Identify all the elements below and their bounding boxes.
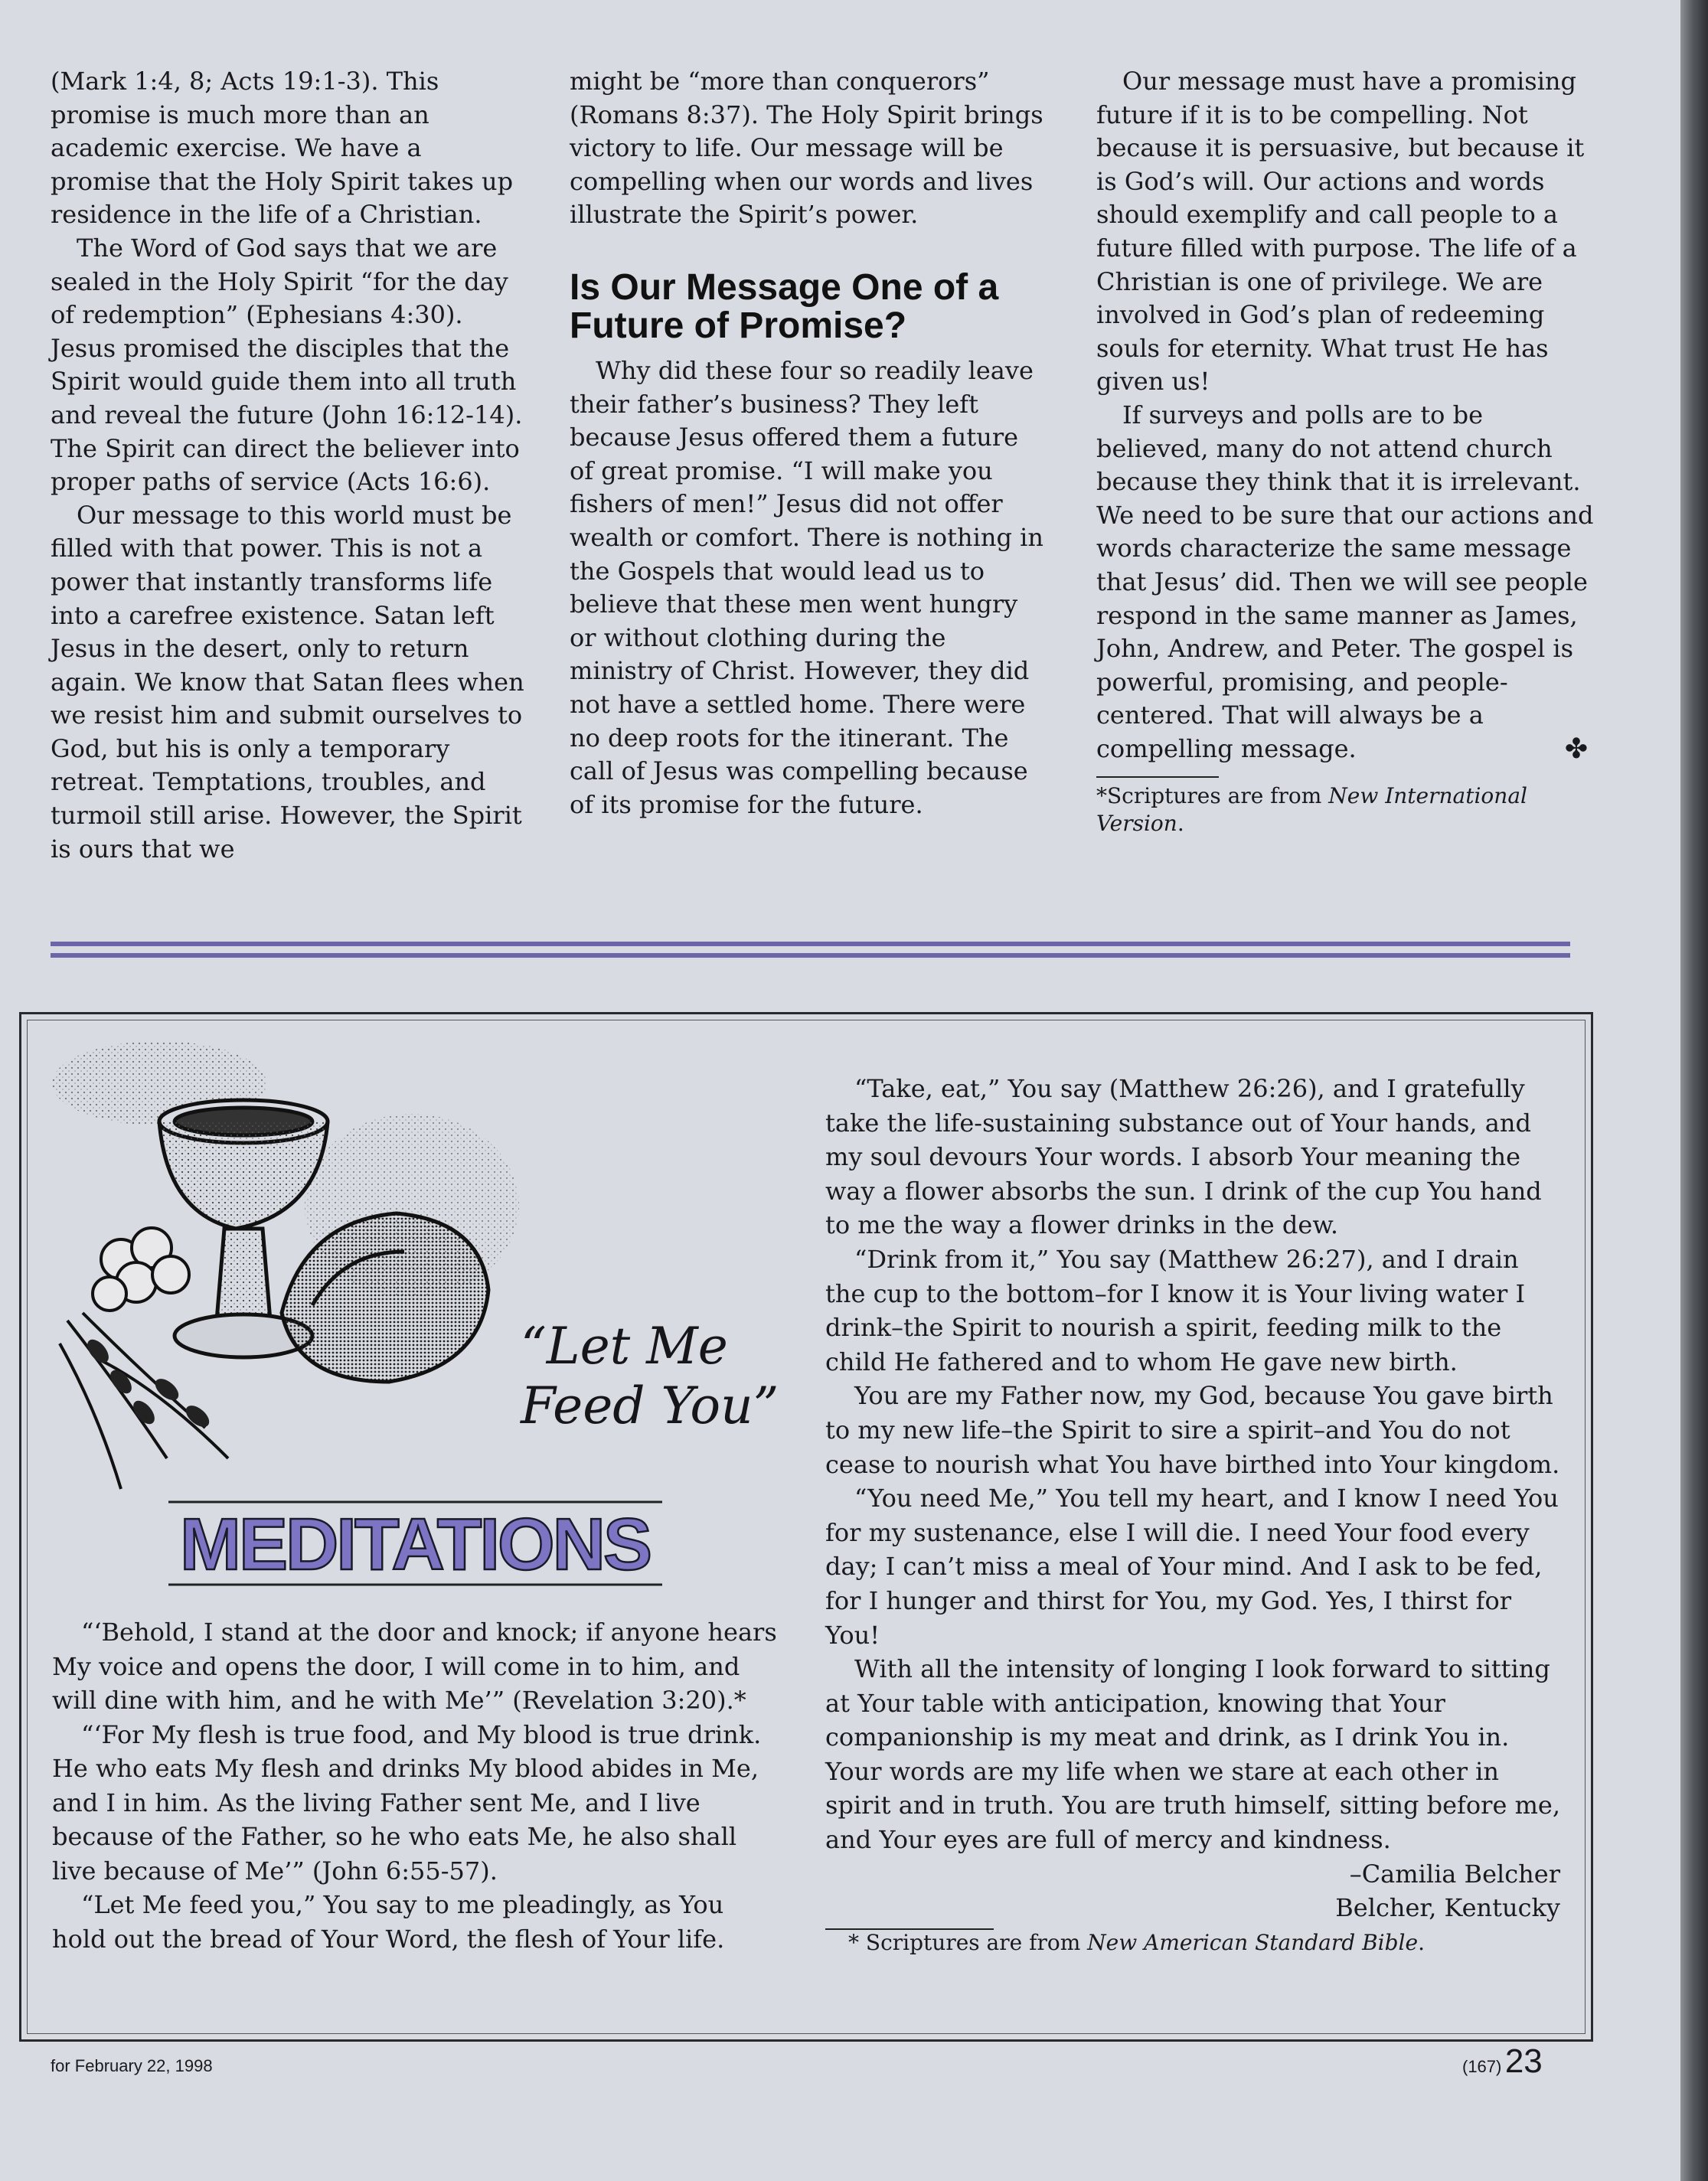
- footnote-prefix: *Scriptures are from: [1096, 783, 1329, 809]
- footnote-suffix: .: [1177, 811, 1184, 837]
- paragraph: Our message must have a promising future if it is to be compelling. Not because it is persuasive, but because it is God’s will. Our actions and words should exemplify and call people to a future filled with purpose. The life of a Christian is one of privilege. We are involved in God’s plan of redeeming souls for eternity. What trust He has given us!: [1096, 67, 1585, 397]
- section-divider: [51, 942, 1570, 965]
- paragraph: [1096, 399, 1594, 766]
- paragraph: “Let Me feed you,” You say to me pleadingly, as You hold out the bread of Your Word, the flesh of Your life.: [52, 1890, 725, 1954]
- divider-line: [51, 953, 1570, 958]
- footnote: [825, 1930, 1560, 1956]
- grapes-icon: [93, 1228, 189, 1311]
- divider-line: [51, 942, 1570, 946]
- paragraph: Our message to this world must be filled with that power. This is not a power that instantly transforms life into a carefree existence. Satan left Jesus in the desert, only to return again. We know that Satan flees when we resist him and submit ourselves to God, but his is only a temporary retreat. Temptations, troubles, and turmoil still arise. However, the Spirit is ours that we: [51, 500, 524, 864]
- paragraph: With all the intensity of longing I look forward to sitting at Your table with anticipation, knowing that Your companionship is my meat and drink, as I drink You in. Your words are my life when we stare at each other in spirit and in truth. You are truth himself, sitting before me, and Your eyes are full of mercy and kindness.: [825, 1654, 1561, 1855]
- meditation-left-column: [52, 1615, 779, 1956]
- communion-illustration: [52, 1030, 550, 1504]
- footnote-suffix: .: [1418, 1929, 1425, 1955]
- meditation-title: [521, 1317, 779, 1436]
- paragraph: “Drink from it,” You say (Matthew 26:27), and I drain the cup to the bottom–for I know it is Your living water I drink–the Spirit to nourish a spirit, feeding milk to the child He fathered and to whom He gave new birth.: [825, 1244, 1526, 1376]
- footnote-source: New American Standard Bible: [1087, 1929, 1419, 1955]
- section-heading: Is Our Message One of a Future of Promise?: [570, 266, 999, 346]
- paragraph: “Take, eat,” You say (Matthew 26:26), and I gratefully take the life-sustaining substance out of Your hands, and my soul devours Your words. I absorb Your meaning the way a flower absorbs the sun. I drink of the cup You hand to me the way a flower drinks in the dew.: [825, 1074, 1542, 1240]
- paragraph-text: If surveys and polls are to be believed, many do not attend church because they think that it is irrelevant. We need to be sure that our actions and words characterize the same message that Jesus’ did. Then we will see people respond in the same manner as James, John, Andrew, and Peter. The gospel is powerful, promising, and people-centered. That will always be a compelling message.: [1096, 400, 1594, 763]
- paragraph: (Mark 1:4, 8; Acts 19:1-3). This promise is much more than an academic exercise. We have a promise that the Holy Spirit takes up residence in the life of a Christian.: [51, 67, 514, 230]
- article-column-2: [570, 65, 1044, 821]
- footnote-source: New International Version: [1096, 783, 1527, 837]
- page-folio: [1462, 2042, 1543, 2081]
- article-column-1: [51, 65, 525, 866]
- title-line-2: Feed You”: [521, 1376, 779, 1435]
- paragraph: “‘Behold, I stand at the door and knock; if anyone hears My voice and opens the door, I will come in to him, and will dine with him, and he with Me’” (Revelation 3:20).*: [52, 1618, 777, 1715]
- title-line-1: “Let Me: [521, 1317, 728, 1376]
- article-column-3: [1096, 65, 1594, 837]
- meditation-right-column: [825, 1072, 1560, 1956]
- signature-name: –Camilia Belcher: [1349, 1859, 1560, 1889]
- paragraph: Why did these four so readily leave their father’s business? They left because Jesus offered them a future of great promise. “I will make you fishers of men!” Jesus did not offer wealth or comfort. There is nothing in the Gospels that would lead us to believe that these men went hungry or without clothing during the ministry of Christ. However, they did not have a settled home. There were no deep roots for the itinerant. The call of Jesus was compelling because of its promise for the future.: [570, 355, 1043, 819]
- page-number: 23: [1504, 2042, 1543, 2080]
- paragraph: might be “more than conquerors” (Romans 8:37). The Holy Spirit brings victory to life. Our message will be compelling when our words and lives illustrate the Spirit’s power.: [570, 67, 1043, 230]
- paragraph: The Word of God says that we are sealed in the Holy Spirit “for the day of redemption” (Ephesians 4:30). Jesus promised the disciples that the Spirit would guide them into all truth and reveal the future (John 16:12-14). The Spirit can direct the believer into proper paths of service (Acts 16:6).: [51, 233, 523, 497]
- banner-text: MEDITATIONS: [179, 1504, 651, 1585]
- footnote-prefix: * Scriptures are from: [848, 1929, 1088, 1955]
- paragraph: “You need Me,” You tell my heart, and I know I need You for my sustenance, else I will die. I need Your food every day; I can’t miss a meal of Your mind. And I ask to be fed, for I hunger and thirst for You, my God. Yes, I thirst for You!: [825, 1484, 1559, 1650]
- signature-place: Belcher, Kentucky: [1335, 1893, 1560, 1923]
- issue-date: for February 22, 1998: [51, 2056, 213, 2075]
- meditations-banner: [161, 1499, 670, 1591]
- paragraph: “‘For My flesh is true food, and My blood is true drink. He who eats My flesh and drinks My blood abides in Me, and I in him. As the living Father sent Me, and I live because of the Father, so he who eats Me, he also shall live because of Me’” (John 6:55-57).: [52, 1719, 762, 1886]
- end-mark-icon: ✤: [1564, 733, 1588, 765]
- footnote: [1096, 782, 1594, 837]
- paragraph: You are my Father now, my God, because You gave birth to my new life–the Spirit to sire a spirit–and You do not cease to nourish what You have birthed into Your kingdom.: [825, 1381, 1560, 1479]
- book-spine: [1680, 0, 1708, 2181]
- footnote-rule: [1096, 776, 1219, 778]
- page-paren: (167): [1462, 2057, 1502, 2076]
